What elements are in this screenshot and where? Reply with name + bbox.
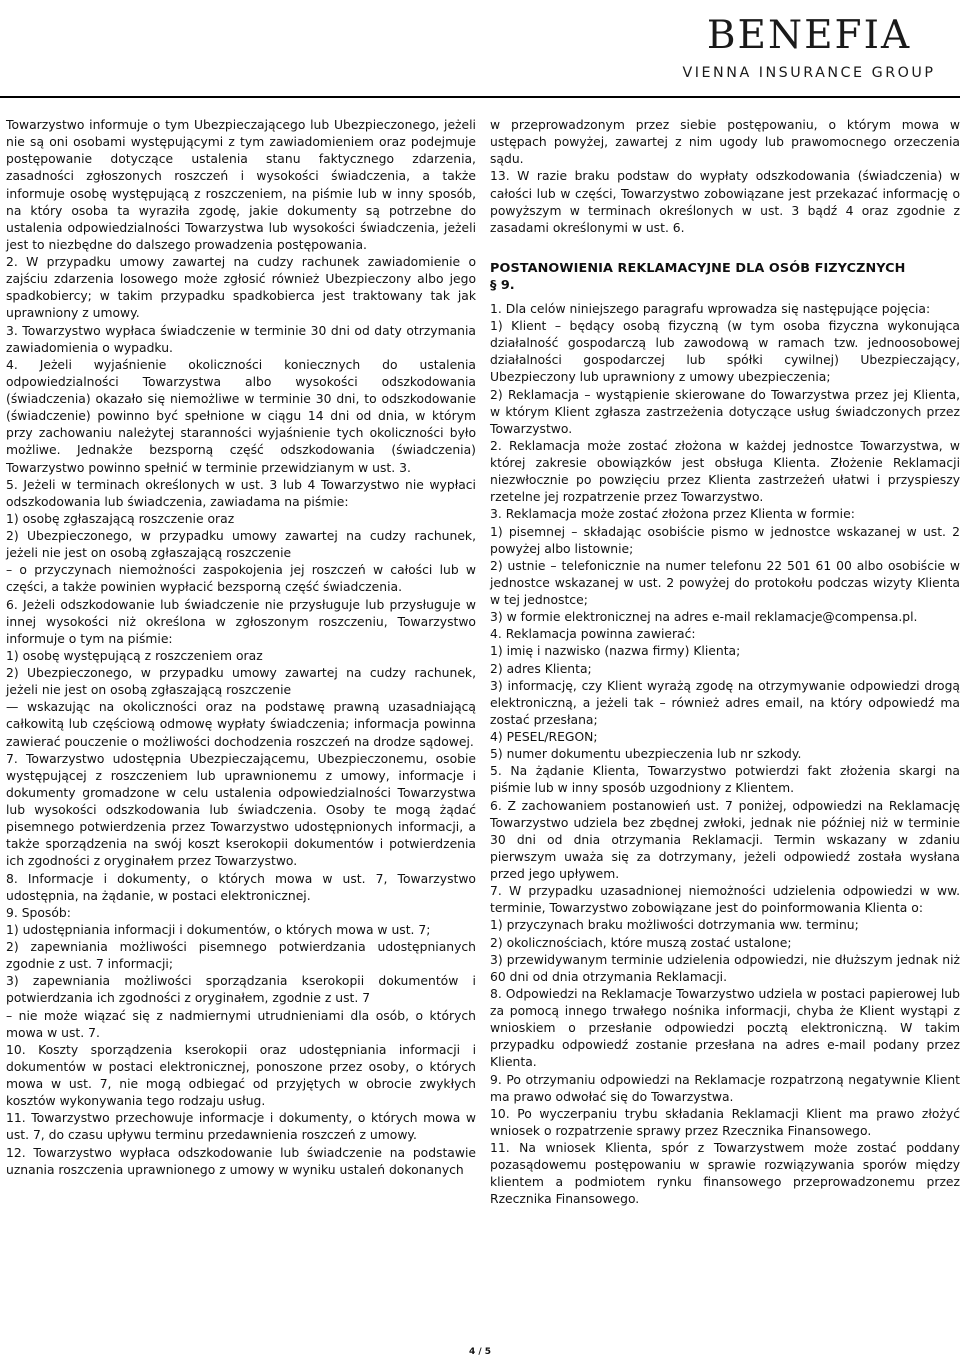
list-item: 3) zapewniania możliwości sporządzania kserokopii dokumentów i potwierdzania ich zgodności z oryginałem, zgodnie z ust. 7 bbox=[6, 974, 476, 1006]
list-item: 1) przyczynach braku możliwości dotrzymania ww. terminu; bbox=[490, 918, 859, 933]
header-divider bbox=[0, 96, 960, 98]
list-item: 2) Reklamacja – wystąpienie skierowane do Towarzystwa przez jej Klienta, w którym Klient zgłasza zastrzeżenia dotyczące usług świadczonych przez Towarzystwo. bbox=[490, 387, 960, 436]
paragraph: 6. Z zachowaniem postanowień ust. 7 poniżej, odpowiedzi na Reklamację Towarzystwo udziela bez zbędnej zwłoki, jednak nie później niż w terminie 30 dni od dnia otrzymania Reklamacji. Termin wskazany w zdaniu pierwszym uważa się za dotrzymany, jeżeli odpowiedź została wysłana przed jego upływem. bbox=[490, 798, 960, 881]
paragraph: 1. Dla celów niniejszego paragrafu wprowadza się następujące pojęcia: bbox=[490, 301, 931, 316]
spacer bbox=[490, 237, 960, 254]
paragraph: 4. Reklamacja powinna zawierać: bbox=[490, 627, 696, 642]
paragraph: — wskazując na okoliczności oraz na podstawę prawną uzasadniającą całkowitą lub częściową odmowę wypłaty świadczenia; informacja powinna zawierać pouczenie o możliwości dochodzenia roszczeń na drodze sądowej. bbox=[6, 700, 476, 749]
paragraph: 4. Jeżeli wyjaśnienie okoliczności koniecznych do ustalenia odpowiedzialności Towarzystwa albo wysokości odszkodowania (świadczenia) okazało się niemożliwe w terminie 30 dni, to odszkodowanie (świadczenie) powinno być spełnione w ciągu 14 dni od dnia, w którym przy zachowaniu należytej staranności wyjaśnienie tych okoliczności było możliwe. Jednakże bezsporną część odszkodowania (świadczenia) Towarzystwo powinno spełnić w terminie przewidzianym w ust. 3. bbox=[6, 357, 476, 475]
paragraph: – nie może wiązać się z nadmiernymi utrudnieniami dla osób, o których mowa w ust. 7. bbox=[6, 1008, 476, 1040]
list-item: 1) osobę zgłaszającą roszczenie oraz bbox=[6, 511, 235, 526]
right-column bbox=[490, 117, 960, 1209]
paragraph: 11. Towarzystwo przechowuje informacje i dokumenty, o których mowa w ust. 7, do czasu upływu terminu przedawnienia roszczeń z umowy. bbox=[6, 1111, 476, 1143]
paragraph: 12. Towarzystwo wypłaca odszkodowanie lub świadczenie na podstawie uznania roszczenia uprawnionego z umowy w wyniku ustaleń dokonanych bbox=[6, 1145, 476, 1177]
paragraph: 7. W przypadku uzasadnionej niemożności udzielenia odpowiedzi w ww. terminie, Towarzystwo zobowiązane jest do poinformowania Klienta o: bbox=[490, 884, 960, 916]
list-item: 3) informację, czy Klient wyrażą zgodę na otrzymywanie odpowiedzi drogą elektroniczną, a jeżeli tak – również adres email, na który odpowiedź ma zostać przesłana; bbox=[490, 678, 960, 727]
paragraph: 5. Na żądanie Klienta, Towarzystwo potwierdzi fakt złożenia skargi na piśmie lub w inny sposób uzgodniony z Klientem. bbox=[490, 764, 960, 796]
list-item: 1) imię i nazwisko (nazwa firmy) Klienta; bbox=[490, 644, 741, 659]
list-item: 3) w formie elektronicznej na adres e-mail reklamacje@compensa.pl. bbox=[490, 610, 918, 625]
paragraph: 6. Jeżeli odszkodowanie lub świadczenie nie przysługuje lub przysługuje w innej wysokości niż określona w zgłoszonym roszczeniu, Towarzystwo informuje o tym na piśmie: bbox=[6, 597, 476, 646]
logo-wordmark: BENEFIA bbox=[706, 13, 912, 58]
paragraph: 7. Towarzystwo udostępnia Ubezpieczającemu, Ubezpieczonemu, osobie występującej z roszczeniem lub uprawnionemu z umowy, informacje i dokumenty gromadzone w celu ustalenia odpowiedzialności Towarzystwa lub wysokości odszkodowania lub świadczenia. Osoby te mogą żądać pisemnego potwierdzenia przez Towarzystwo udostępnionych informacji, a także sporządzenia na swój koszt kserokopii dokumentów i potwierdzenia ich zgodności z oryginałem przez Towarzystwo. bbox=[6, 751, 476, 869]
paragraph: w przeprowadzonym przez siebie postępowaniu, o którym mowa w ustępach powyżej, zawartej z nim ugody lub prawomocnego orzeczenia sądu. bbox=[490, 118, 960, 167]
paragraph: 11. Na wniosek Klienta, spór z Towarzystwem może zostać poddany pozasądowemu postępowaniu w sprawie rozwiązywania sporów między klientem a podmiotem rynku finansowego przeprowadzonemu przez Rzecznika Finansowego. bbox=[490, 1141, 960, 1207]
paragraph: 2. Reklamacja może zostać złożona w każdej jednostce Towarzystwa, w której zakresie obowiązków jest obsługa Klienta. Złożenie Reklamacji niezwłocznie po powzięciu przez Klienta zastrzeżeń ułatwi i przyspieszy rzetelne jej rozpatrzenie przez Towarzystwo. bbox=[490, 438, 960, 505]
paragraph: 2. W przypadku umowy zawartej na cudzy rachunek zawiadomienie o zajściu zdarzenia losowego może zgłosić również Ubezpieczony albo jego spadkobiercy; w takim przypadku spadkobierca jest traktowany tak jak uprawniony z umowy. bbox=[6, 255, 476, 321]
paragraph: 10. Koszty sporządzenia kserokopii oraz udostępniania informacji i dokumentów w postaci elektronicznej, ponoszone przez osoby, o których mowa w ust. 7, nie mogą odbiegać od przyjętych w obrocie zwykłych kosztów wykonywania tego rodzaju usług. bbox=[6, 1042, 476, 1109]
list-item: 2) Ubezpieczonego, w przypadku umowy zawartej na cudzy rachunek, jeżeli nie jest on osobą zgłaszającą roszczenie bbox=[6, 666, 476, 698]
paragraph: Towarzystwo informuje o tym Ubezpieczającego lub Ubezpieczonego, jeżeli nie są oni osobami występującymi z tym zawiadomieniem oraz podejmuje postępowanie dotyczące ustalenia stanu faktycznego zdarzenia, zasadności zgłoszonych roszczeń i wysokości świadczenia, a także informuje osobę występującą z roszczeniem, na piśmie lub w inny sposób, na który osoba ta wyraziła zgodę, jakie dokumenty są potrzebne do ustalenia odpowiedzialności Towarzystwa lub wysokości świadczenia, jeżeli jest to niezbędne do dalszego prowadzenia postępowania. bbox=[6, 118, 476, 252]
list-item: 1) osobę występującą z roszczeniem oraz bbox=[6, 648, 263, 663]
paragraph: 3. Reklamacja może zostać złożona przez Klienta w formie: bbox=[490, 507, 855, 522]
list-item: 2) adres Klienta; bbox=[490, 661, 592, 676]
list-item: 2) zapewniania możliwości pisemnego potwierdzania udostępnianych zgodnie z ust. 7 informacji; bbox=[6, 940, 476, 972]
section-heading: POSTANOWIENIA REKLAMACYJNE DLA OSÓB FIZYCZNYCH bbox=[490, 260, 906, 276]
list-item: 4) PESEL/REGON; bbox=[490, 730, 598, 744]
left-column bbox=[6, 117, 476, 1179]
paragraph: – o przyczynach niemożności zaspokojenia jej roszczeń w całości lub w części, a także powinien wypłacić bezsporną część świadczenia. bbox=[6, 563, 476, 595]
list-item: 1) pisemnej – składając osobiście pismo w jednostce wskazanej w ust. 2 powyżej albo listownie; bbox=[490, 524, 960, 556]
paragraph: 9. Sposób: bbox=[6, 905, 71, 920]
section-number: § 9. bbox=[490, 277, 515, 293]
list-item: 2) okolicznościach, które muszą zostać ustalone; bbox=[490, 935, 792, 950]
list-item: 1) Klient – będący osobą fizyczną (w tym osoba fizyczna wykonująca działalność gospodarczą lub zawodową w ramach tzw. jednoosobowej działalności gospodarczej lub spółki cywilnej) Ubezpieczający, Ubezpieczony lub uprawniony z umowy ubezpieczenia; bbox=[490, 319, 960, 385]
paragraph: 10. Po wyczerpaniu trybu składania Reklamacji Klient ma prawo złożyć wniosek o rozpatrzenie sprawy przez Rzecznika Finansowego. bbox=[490, 1106, 960, 1138]
company-logo bbox=[678, 14, 940, 82]
logo-tagline: VIENNA INSURANCE GROUP bbox=[682, 65, 936, 81]
list-item: 1) udostępniania informacji i dokumentów, o których mowa w ust. 7; bbox=[6, 922, 431, 937]
page-number: 4 / 5 bbox=[468, 1347, 492, 1357]
paragraph: 9. Po otrzymaniu odpowiedzi na Reklamacje rozpatrzoną negatywnie Klient ma prawo odwołać się do Towarzystwa. bbox=[490, 1072, 960, 1104]
list-item: 2) ustnie – telefonicznie na numer telefonu 22 501 61 00 albo osobiście w jednostce wskazanej w ust. 2 powyżej do protokołu podczas wizyty Klienta w tej jednostce; bbox=[490, 558, 960, 607]
list-item: 5) numer dokumentu ubezpieczenia lub nr szkody. bbox=[490, 747, 802, 762]
list-item: 2) Ubezpieczonego, w przypadku umowy zawartej na cudzy rachunek, jeżeli nie jest on osobą zgłaszającą roszczenie bbox=[6, 529, 476, 561]
paragraph: 3. Towarzystwo wypłaca świadczenie w terminie 30 dni od daty otrzymania zawiadomienia o wypadku. bbox=[6, 323, 476, 355]
list-item: 3) przewidywanym terminie udzielenia odpowiedzi, nie dłuższym jednak niż 60 dni od dnia otrzymania Reklamacji. bbox=[490, 952, 960, 984]
paragraph: 8. Informacje i dokumenty, o których mowa w ust. 7, Towarzystwo udostępnia, na żądanie, w postaci elektronicznej. bbox=[6, 871, 476, 903]
paragraph: 8. Odpowiedzi na Reklamacje Towarzystwo udziela w postaci papierowej lub za pomocą innego trwałego nośnika informacji, chyba że Klient wystąpi z wnioskiem o przesłanie odpowiedzi pocztą elektroniczną. W takim przypadku odpowiedź zostanie przesłana na adres e-mail podany przez Klienta. bbox=[490, 986, 960, 1070]
paragraph: 13. W razie braku podstaw do wypłaty odszkodowania (świadczenia) w całości lub w części, Towarzystwo zobowiązane jest przekazać informację o powyższym w terminach określonych w ust. 3 bądź 4 oraz zgodnie z zasadami określonymi w ust. 6. bbox=[490, 169, 960, 235]
paragraph: 5. Jeżeli w terminach określonych w ust. 3 lub 4 Towarzystwo nie wypłaci odszkodowania lub świadczenia, zawiadama na piśmie: bbox=[6, 477, 476, 509]
